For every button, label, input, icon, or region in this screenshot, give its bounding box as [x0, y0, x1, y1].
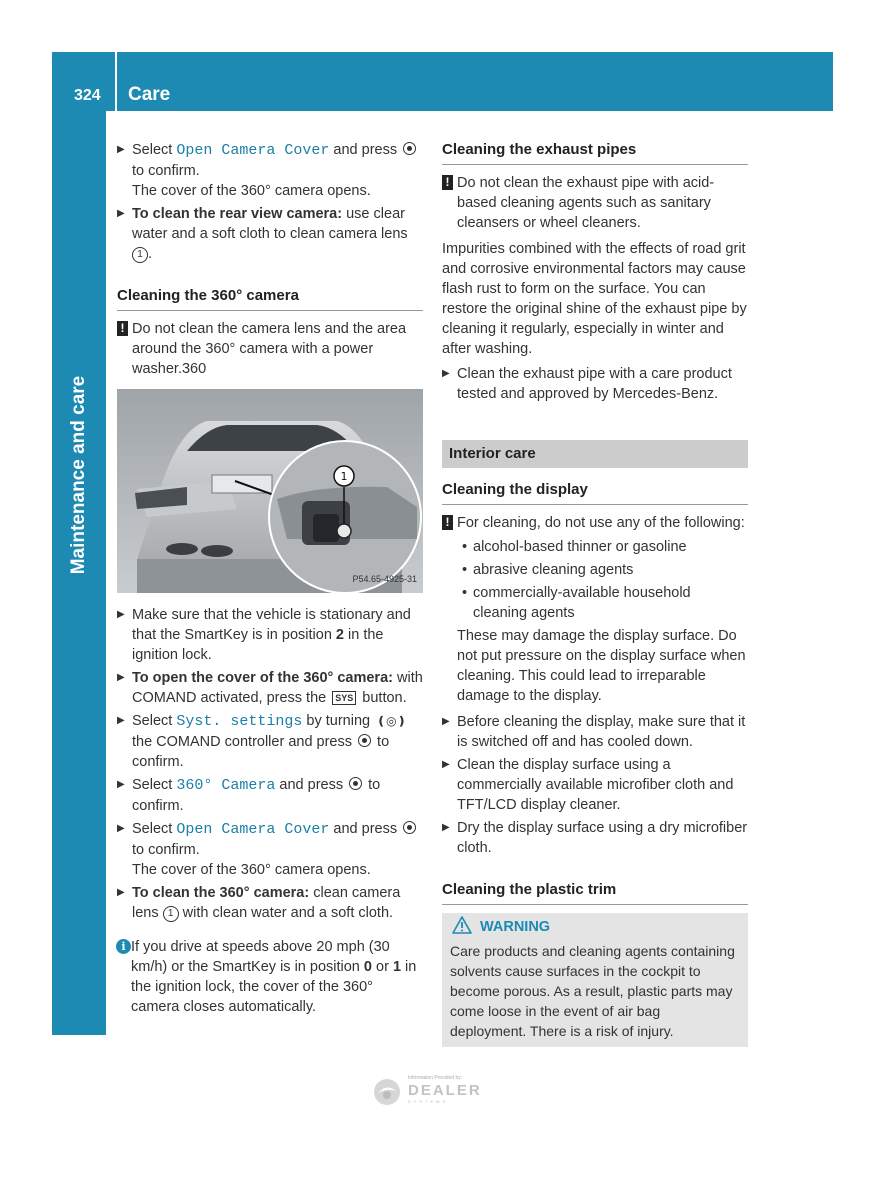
callout-number: 1 — [163, 906, 179, 922]
left-column — [117, 140, 423, 1023]
dealer-watermark: Information Provided by: DEALER SYSTEMS — [370, 1072, 510, 1112]
heading-plastic-trim: Cleaning the plastic trim — [442, 880, 748, 905]
step-open-cover: ▶ Select Open Camera Cover and press to confirm. The cover of the 360° camera opens. — [117, 140, 423, 201]
arrow-icon: ▶ — [442, 716, 450, 727]
chapter-label: Maintenance and care — [68, 375, 89, 575]
press-button-icon — [403, 821, 416, 834]
sys-button-icon: SYS — [332, 691, 356, 705]
exclamation-icon: ! — [442, 175, 453, 190]
step-display-clean: ▶ Clean the display surface using a commercially available microfiber cloth and TFT/LCD display cleaner. — [442, 757, 734, 813]
step-clean-360-camera: ▶ To clean the 360° camera: clean camera lens 1 with clean water and a soft cloth. — [117, 885, 401, 921]
exclamation-icon: ! — [117, 321, 128, 336]
warning-text: Care products and cleaning agents containing solvents cause surfaces in the cockpit to become porous. As a result, plastic parts may come loose in the event of air bag deployment. There is a risk of injury. — [450, 943, 735, 1039]
menu-item: Open Camera Cover — [176, 142, 330, 159]
arrow-icon: ▶ — [442, 368, 450, 379]
caution-note: ! Do not clean the exhaust pipe with acid-based cleaning agents such as sanitary cleansers or wheel cleaners. — [442, 173, 748, 233]
step-clean-rear-camera: ▶ To clean the rear view camera: use clear water and a soft cloth to clean camera lens 1 . — [117, 206, 408, 262]
section-title: Care — [128, 84, 171, 105]
photo-callout: 1 — [340, 470, 348, 483]
arrow-icon: ▶ — [117, 715, 125, 726]
paragraph-exhaust: Impurities combined with the effects of road grit and corrosive environmental factors may cause flash rust to form on the surface. You can restore the original shine of the exhaust pipe by cleaning it regularly, especially in winter and after washing. — [442, 241, 747, 357]
arrow-icon: ▶ — [117, 823, 125, 834]
warning-icon — [452, 916, 472, 934]
menu-item: Open Camera Cover — [176, 821, 330, 838]
arrow-icon: ▶ — [117, 208, 125, 219]
caution-note: ! For cleaning, do not use any of the following: — [442, 513, 748, 533]
step-vehicle-stationary: ▶ Make sure that the vehicle is stationary and that the SmartKey is in position 2 in the ignition lock. — [117, 607, 411, 663]
press-button-icon — [403, 142, 416, 155]
arrow-icon: ▶ — [117, 672, 125, 683]
heading-cleaning-display: Cleaning the display — [442, 480, 748, 505]
list-item: • abrasive cleaning agents — [462, 562, 634, 578]
paragraph-display: These may damage the display surface. Do not put pressure on the display surface when cleaning. This could lead to irreparable damage to the display. — [457, 628, 746, 704]
step-syst-settings: ▶ Select Syst. settings by turning ❪◎❫ the COMAND controller and press to confirm. — [117, 713, 407, 770]
header-separator — [115, 52, 117, 111]
heading-interior-care: Interior care — [442, 440, 748, 468]
step-display-dry: ▶ Dry the display surface using a dry microfiber cloth. — [442, 820, 748, 856]
arrow-icon: ▶ — [117, 144, 125, 155]
right-column — [442, 140, 748, 1047]
step-open-camera-cover: ▶ Select Open Camera Cover and press to confirm. The cover of the 360° camera opens. — [117, 819, 423, 880]
dealer-logo-icon — [372, 1077, 402, 1107]
arrow-icon: ▶ — [117, 887, 125, 898]
step-display-off: ▶ Before cleaning the display, make sure that it is switched off and has cooled down. — [442, 714, 746, 750]
menu-item: Syst. settings — [176, 713, 303, 730]
page-number: 324 — [74, 87, 101, 104]
step-result: The cover of the 360° camera opens. — [132, 183, 371, 199]
heading-exhaust-pipes: Cleaning the exhaust pipes — [442, 140, 748, 165]
press-button-icon — [349, 777, 362, 790]
car-rear-illustration — [117, 389, 423, 593]
menu-item: 360° Camera — [176, 777, 276, 794]
list-item: • alcohol-based thinner or gasoline — [462, 539, 687, 555]
heading-cleaning-360-camera: Cleaning the 360° camera — [117, 286, 423, 311]
arrow-icon: ▶ — [442, 822, 450, 833]
controller-turn-icon: ❪◎❫ — [376, 714, 407, 728]
list-item: • commercially-available household cleaning agents — [462, 585, 691, 621]
exclamation-icon: ! — [442, 515, 453, 530]
warning-title: WARNING — [450, 917, 740, 937]
photo-code: P54.65-4925-31 — [352, 574, 417, 584]
step-clean-exhaust: ▶ Clean the exhaust pipe with a care product tested and approved by Mercedes-Benz. — [442, 366, 732, 402]
arrow-icon: ▶ — [117, 779, 125, 790]
press-button-icon — [358, 734, 371, 747]
warning-box — [442, 913, 748, 1047]
step-360-camera: ▶ Select 360° Camera and press to confirm. — [117, 777, 381, 814]
callout-number: 1 — [132, 247, 148, 263]
caution-note: ! Do not clean the camera lens and the area around the 360° camera with a power washer.360 — [117, 319, 423, 379]
arrow-icon: ▶ — [442, 759, 450, 770]
step-open-360-cover: ▶ To open the cover of the 360° camera: with COMAND activated, press the SYS button. — [117, 670, 423, 706]
info-icon: i — [116, 939, 131, 954]
camera-photo — [117, 389, 423, 593]
arrow-icon: ▶ — [117, 609, 125, 620]
step-result: The cover of the 360° camera opens. — [132, 862, 371, 878]
bullet-list — [442, 537, 748, 623]
info-note: i If you drive at speeds above 20 mph (30 km/h) or the SmartKey is in position 0 or 1 in the ignition lock, the cover of the 360° camera closes automatically. — [117, 937, 423, 1017]
